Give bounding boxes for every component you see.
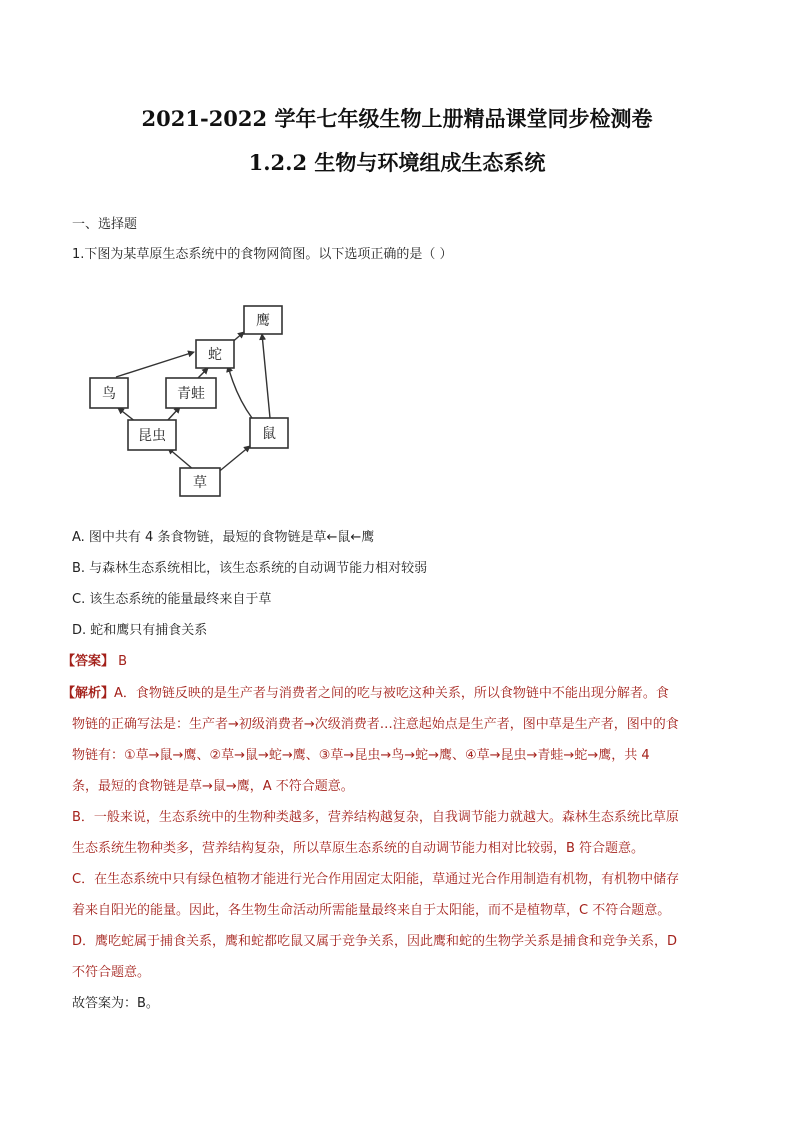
node-bird-label: 鸟: [102, 386, 116, 402]
document-subtitle: 1.2.2 生物与环境组成生态系统: [248, 150, 546, 175]
edge-bird-snake: [116, 352, 194, 377]
analysis-line-7: C．在生态系统中只有绿色植物才能进行光合作用固定太阳能，草通过光合作用制造有机物，有机物中储存: [72, 872, 680, 887]
question-stem: 1.下图为某草原生态系统中的食物网简图。以下选项正确的是（ ）: [72, 247, 453, 262]
node-grass-label: 草: [193, 475, 207, 491]
option-d: D. 蛇和鹰只有捕食关系: [72, 623, 208, 638]
option-c: C. 该生态系统的能量最终来自于草: [72, 592, 272, 607]
analysis-line-4: 条，最短的食物链是草→鼠→鹰，A 不符合题意。: [72, 779, 354, 794]
node-eagle-label: 鹰: [256, 313, 270, 329]
analysis-text-1: A．食物链反映的是生产者与消费者之间的吃与被吃这种关系，所以食物链中不能出现分解者。食: [114, 686, 669, 701]
analysis-line-5: B．一般来说，生态系统中的生物种类越多，营养结构越复杂，自我调节能力就越大。森林生态系统比草原: [72, 810, 679, 825]
section-heading: 一、选择题: [72, 217, 138, 232]
node-snake: [196, 340, 234, 368]
edge-grass-insect: [168, 448, 194, 470]
answer-label: 【答案】: [62, 654, 115, 669]
node-frog-label: 青蛙: [177, 386, 205, 402]
option-a: A. 图中共有 4 条食物链，最短的食物链是草←鼠←鹰: [72, 530, 375, 545]
node-mouse-label: 鼠: [262, 426, 276, 442]
analysis-line-6: 生态系统生物种类多，营养结构复杂，所以草原生态系统的自动调节能力相对比较弱，B 符合题意。: [72, 841, 645, 856]
node-eagle: [244, 306, 282, 334]
node-frog: [166, 378, 216, 408]
edge-frog-snake: [198, 368, 208, 378]
node-mouse: [250, 418, 288, 448]
edge-grass-mouse: [216, 446, 250, 474]
analysis-line-2: 物链的正确写法是：生产者→初级消费者→次级消费者…注意起始点是生产者，图中草是生产者，图中的食: [72, 717, 679, 732]
document-title: 2021-2022 学年七年级生物上册精品课堂同步检测卷: [141, 106, 653, 131]
analysis-line-9: D．鹰吃蛇属于捕食关系，鹰和蛇都吃鼠又属于竞争关系，因此鹰和蛇的生物学关系是捕食和竞争关系，D: [72, 934, 678, 949]
node-insect-label: 昆虫: [138, 428, 166, 444]
analysis-label: 【解析】: [62, 686, 115, 701]
edge-mouse-snake: [228, 366, 252, 418]
analysis-line-1: [62, 685, 669, 703]
node-snake-label: 蛇: [208, 347, 222, 363]
analysis-line-3: 物链有：①草→鼠→鹰、②草→鼠→蛇→鹰、③草→昆虫→鸟→蛇→鹰、④草→昆虫→青蛙→蛇→鹰，共 4: [72, 748, 650, 763]
edge-mouse-eagle: [262, 334, 270, 418]
analysis-line-10: 不符合题意。: [72, 965, 151, 980]
node-insect: [128, 420, 176, 450]
node-grass: [180, 468, 220, 496]
food-web-diagram: [86, 296, 296, 500]
analysis-conclusion: 故答案为：B。: [72, 996, 159, 1011]
analysis-line-8: 着来自阳光的能量。因此，各生物生命活动所需能量最终来自于太阳能，而不是植物草，C 不符合题意。: [72, 903, 671, 918]
option-b: B. 与森林生态系统相比，该生态系统的自动调节能力相对较弱: [72, 561, 428, 576]
answer-value: B: [114, 654, 128, 669]
answer-line: [62, 653, 127, 671]
node-bird: [90, 378, 128, 408]
